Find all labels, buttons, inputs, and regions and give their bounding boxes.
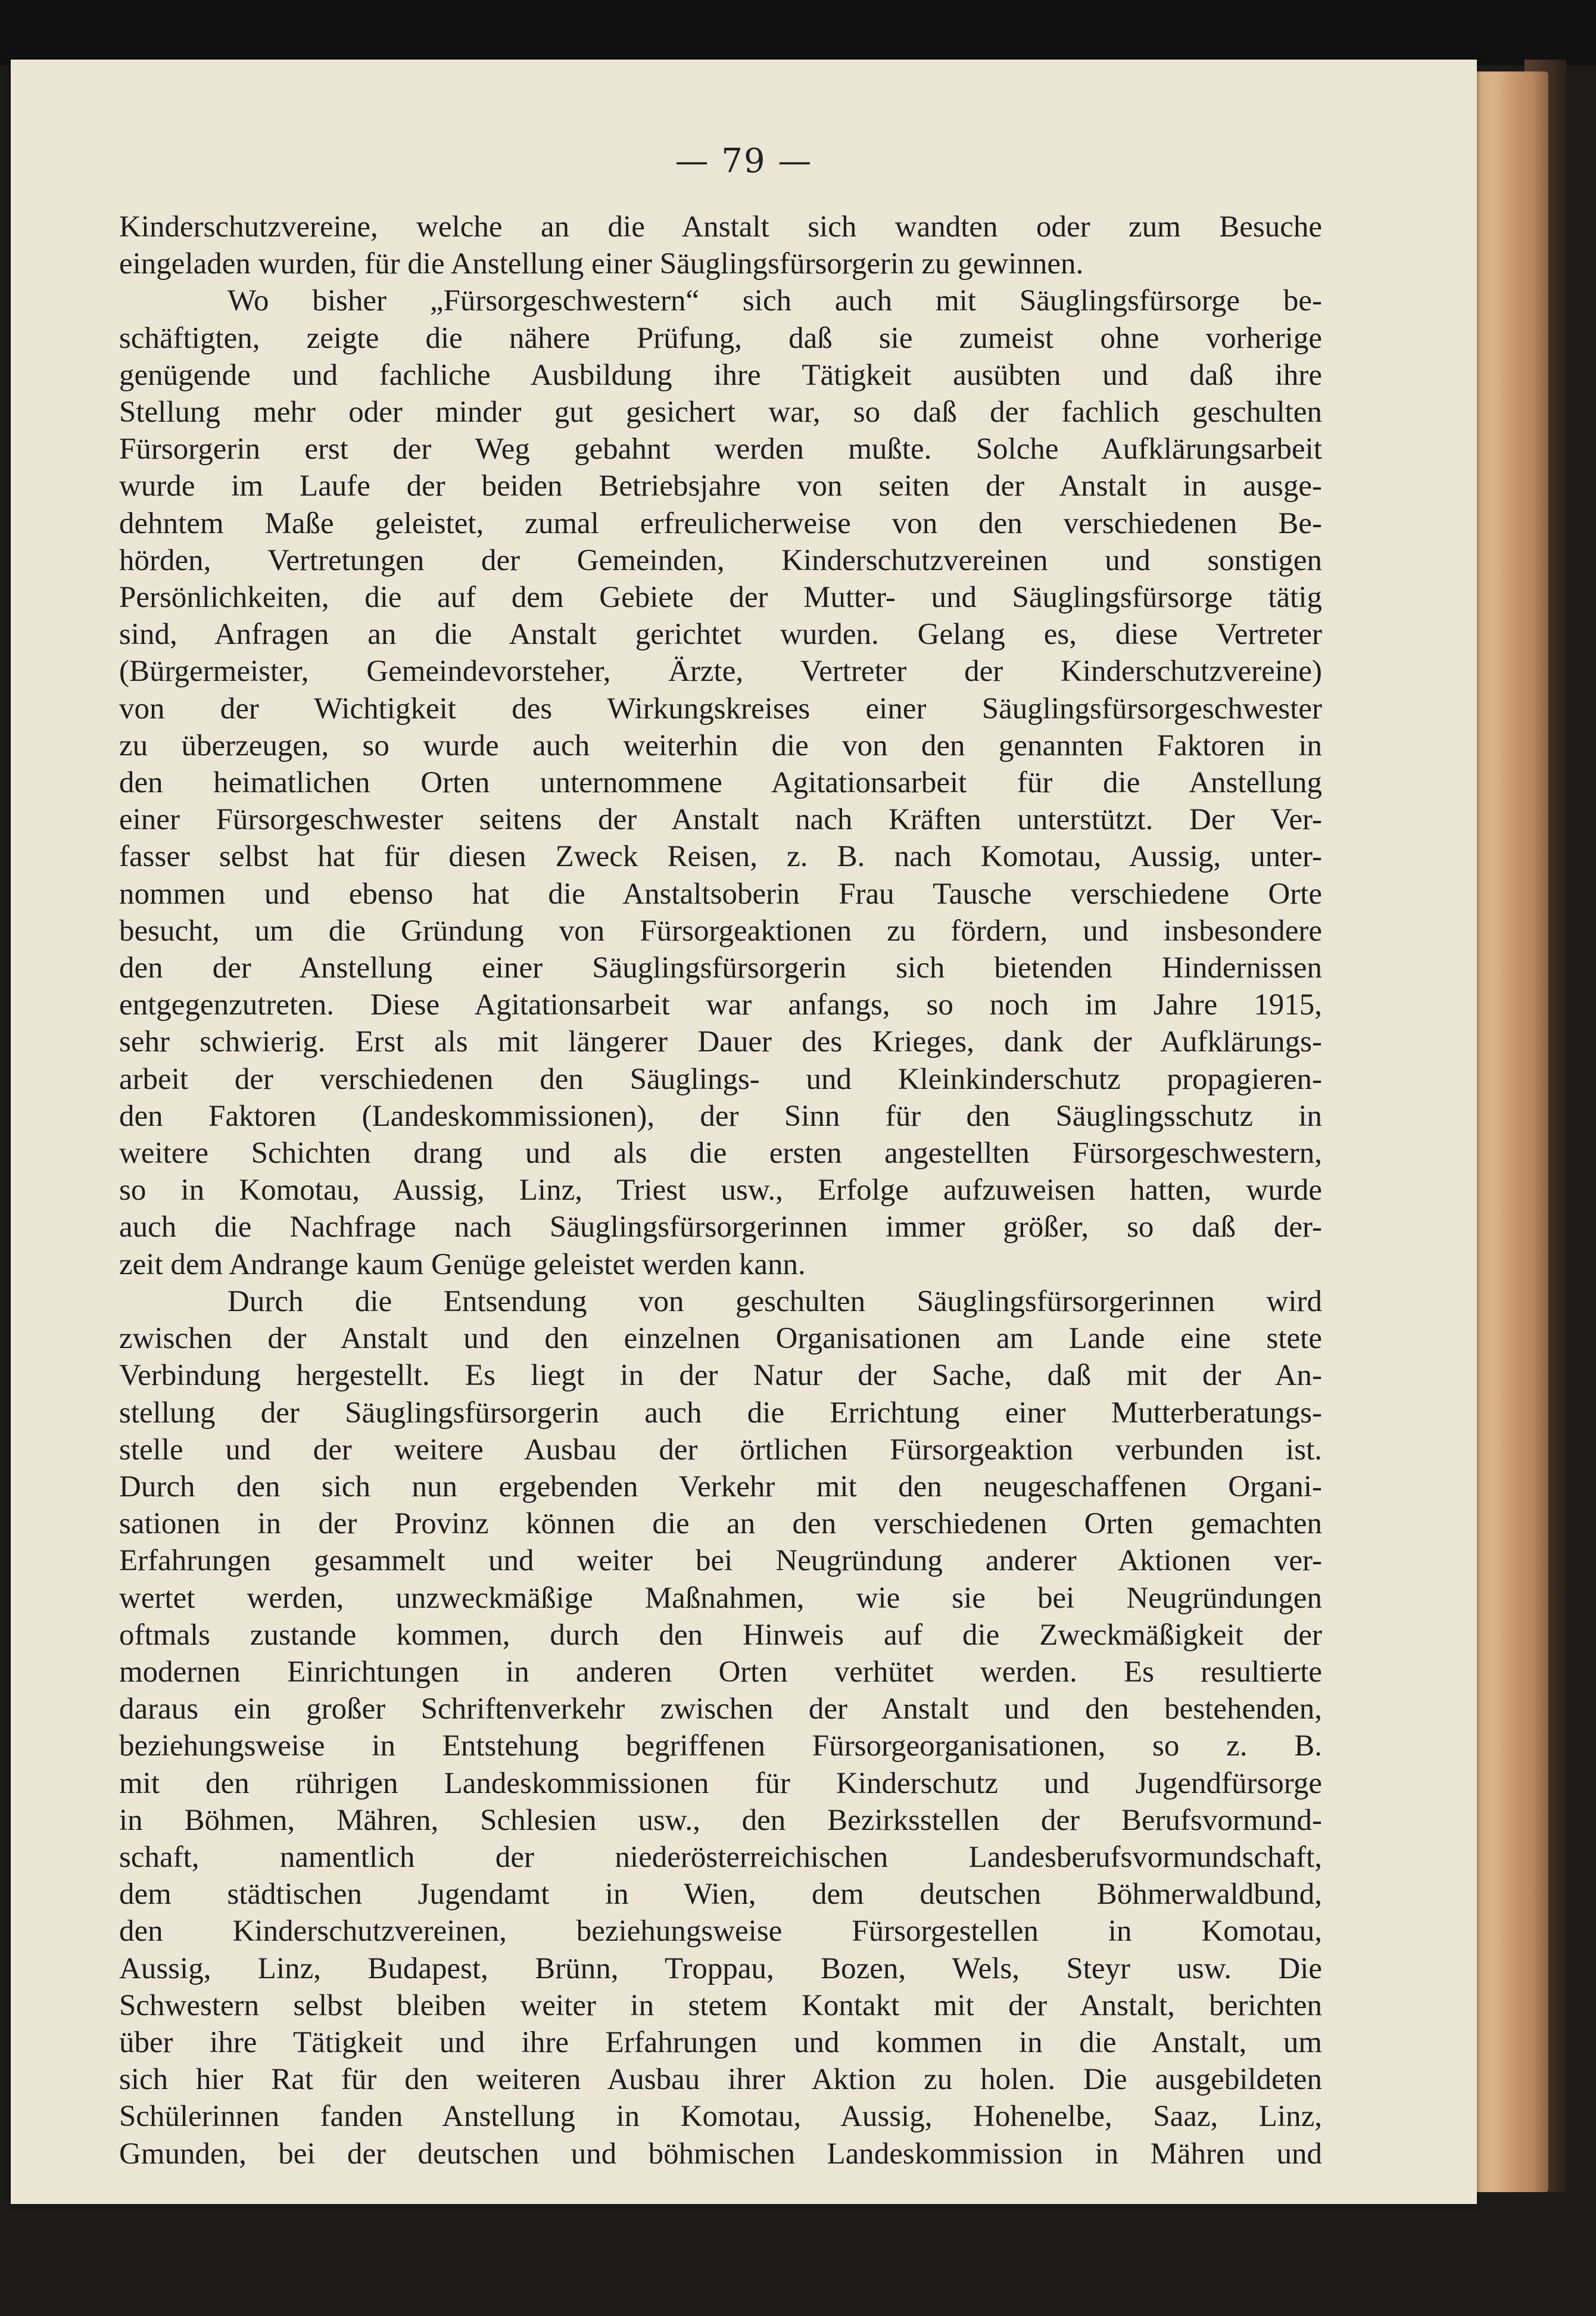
text-line: weitere Schichten drang und als die ersten angestellten Fürsorgeschwestern, (119, 1137, 1322, 1171)
text-line: so in Komotau, Aussig, Linz, Triest usw., Erfolge aufzuweisen hatten, wurde (119, 1173, 1322, 1207)
text-line: zwischen der Anstalt und den einzelnen Organisationen am Lande eine stete (119, 1322, 1322, 1356)
text-line: den Faktoren (Landeskommissionen), der Sinn für den Säuglingsschutz in (119, 1099, 1322, 1133)
text-line: auch die Nachfrage nach Säuglingsfürsorgerinnen immer größer, so daß der- (119, 1210, 1322, 1244)
text-line: eingeladen wurden, für die Anstellung einer Säuglingsfürsorgerin zu gewinnen. (119, 247, 1084, 281)
text-line: genügende und fachliche Ausbildung ihre Tätigkeit ausübten und daß ihre (119, 358, 1322, 392)
text-line: Durch die Entsendung von geschulten Säuglingsfürsorgerinnen wird (227, 1284, 1322, 1318)
text-line: besucht, um die Gründung von Fürsorgeaktionen zu fördern, und insbesondere (119, 914, 1322, 948)
text-line: über ihre Tätigkeit und ihre Erfahrungen und kommen in die Anstalt, um (119, 2025, 1322, 2059)
text-line: hörden, Vertretungen der Gemeinden, Kinderschutzvereinen und sonstigen (119, 543, 1322, 577)
text-line: sich hier Rat für den weiteren Ausbau ihrer Aktion zu holen. Die ausgebildeten (119, 2063, 1322, 2097)
text-line: schaft, namentlich der niederösterreichischen Landesberufsvormundschaft, (119, 1840, 1322, 1874)
text-line: Aussig, Linz, Budapest, Brünn, Troppau, Bozen, Wels, Steyr usw. Die (119, 1951, 1322, 1985)
text-line: Fürsorgerin erst der Weg gebahnt werden mußte. Solche Aufklärungsarbeit (119, 432, 1322, 466)
text-line: den heimatlichen Orten unternommene Agitationsarbeit für die Anstellung (119, 766, 1322, 800)
text-line: fasser selbst hat für diesen Zweck Reisen, z. B. nach Komotau, Aussig, unter- (119, 840, 1322, 874)
text-line: entgegenzutreten. Diese Agitationsarbeit war anfangs, so noch im Jahre 1915, (119, 988, 1322, 1022)
text-line: Gmunden, bei der deutschen und böhmischen Landeskommission in Mähren und (119, 2137, 1322, 2171)
text-line: arbeit der verschiedenen den Säuglings- und Kleinkinderschutz propagieren- (119, 1062, 1322, 1096)
text-line: sind, Anfragen an die Anstalt gerichtet wurden. Gelang es, diese Vertreter (119, 618, 1322, 652)
text-line: modernen Einrichtungen in anderen Orten verhütet werden. Es resultierte (119, 1655, 1322, 1689)
text-line: dem städtischen Jugendamt in Wien, dem deutschen Böhmerwaldbund, (119, 1878, 1322, 1912)
text-line: stellung der Säuglingsfürsorgerin auch die Errichtung einer Mutterberatungs- (119, 1396, 1322, 1430)
text-line: sationen in der Provinz können die an den verschiedenen Orten gemachten (119, 1507, 1322, 1541)
text-line: einer Fürsorgeschwester seitens der Anstalt nach Kräften unterstützt. Der Ver- (119, 803, 1322, 837)
page-body-text (119, 208, 1322, 2172)
text-line: zu überzeugen, so wurde auch weiterhin die von den genannten Faktoren in (119, 729, 1322, 762)
text-line: Kinderschutzvereine, welche an die Anstalt sich wandten oder zum Besuche (119, 210, 1322, 244)
text-line: Durch den sich nun ergebenden Verkehr mit den neugeschaffenen Organi- (119, 1470, 1322, 1503)
text-line: Persönlichkeiten, die auf dem Gebiete der Mutter- und Säuglingsfürsorge tätig (119, 581, 1322, 615)
text-line: oftmals zustande kommen, durch den Hinweis auf die Zweckmäßigkeit der (119, 1618, 1322, 1652)
text-line: nommen und ebenso hat die Anstaltsoberin Frau Tausche verschiedene Orte (119, 877, 1322, 911)
book-page-edges (1471, 71, 1548, 2192)
text-line: den Kinderschutzvereinen, beziehungsweise Fürsorgestellen in Komotau, (119, 1915, 1322, 1948)
text-line: Schülerinnen fanden Anstellung in Komotau, Aussig, Hohenelbe, Saaz, Linz, (119, 2100, 1322, 2134)
text-line: stelle und der weitere Ausbau der örtlichen Fürsorgeaktion verbunden ist. (119, 1433, 1322, 1467)
scan-background (0, 0, 1596, 66)
text-line: (Bürgermeister, Gemeindevorsteher, Ärzte, Vertreter der Kinderschutzvereine) (119, 655, 1322, 689)
text-line: mit den rührigen Landeskommissionen für Kinderschutz und Jugendfürsorge (119, 1766, 1322, 1800)
text-line: den der Anstellung einer Säuglingsfürsorgerin sich bietenden Hindernissen (119, 951, 1322, 985)
page-number-header: — 79 — (675, 142, 813, 180)
text-line: Erfahrungen gesammelt und weiter bei Neugründung anderer Aktionen ver- (119, 1544, 1322, 1578)
text-line: daraus ein großer Schriftenverkehr zwischen der Anstalt und den bestehenden, (119, 1692, 1322, 1726)
text-line: beziehungsweise in Entstehung begriffenen Fürsorgeorganisationen, so z. B. (119, 1729, 1322, 1763)
text-line: Stellung mehr oder minder gut gesichert war, so daß der fachlich geschulten (119, 396, 1322, 429)
text-line: in Böhmen, Mähren, Schlesien usw., den Bezirksstellen der Berufsvormund- (119, 1803, 1322, 1837)
text-line: zeit dem Andrange kaum Genüge geleistet werden kann. (119, 1247, 806, 1281)
book-page (11, 60, 1477, 2204)
text-line: wertet werden, unzweckmäßige Maßnahmen, wie sie bei Neugründungen (119, 1581, 1322, 1615)
text-line: sehr schwierig. Erst als mit längerer Dauer des Krieges, dank der Aufklärungs- (119, 1025, 1322, 1059)
text-line: von der Wichtigkeit des Wirkungskreises einer Säuglingsfürsorgeschwester (119, 692, 1322, 726)
text-line: schäftigten, zeigte die nähere Prüfung, daß sie zumeist ohne vorherige (119, 321, 1322, 355)
text-line: dehntem Maße geleistet, zumal erfreulicherweise von den verschiedenen Be- (119, 506, 1322, 540)
text-line: Schwestern selbst bleiben weiter in stetem Kontakt mit der Anstalt, berichten (119, 1988, 1322, 2022)
text-line: Verbindung hergestellt. Es liegt in der Natur der Sache, daß mit der An- (119, 1359, 1322, 1393)
text-line: wurde im Laufe der beiden Betriebsjahre von seiten der Anstalt in ausge- (119, 469, 1322, 503)
text-line: Wo bisher „Fürsorgeschwestern“ sich auch mit Säuglingsfürsorge be- (227, 284, 1322, 318)
